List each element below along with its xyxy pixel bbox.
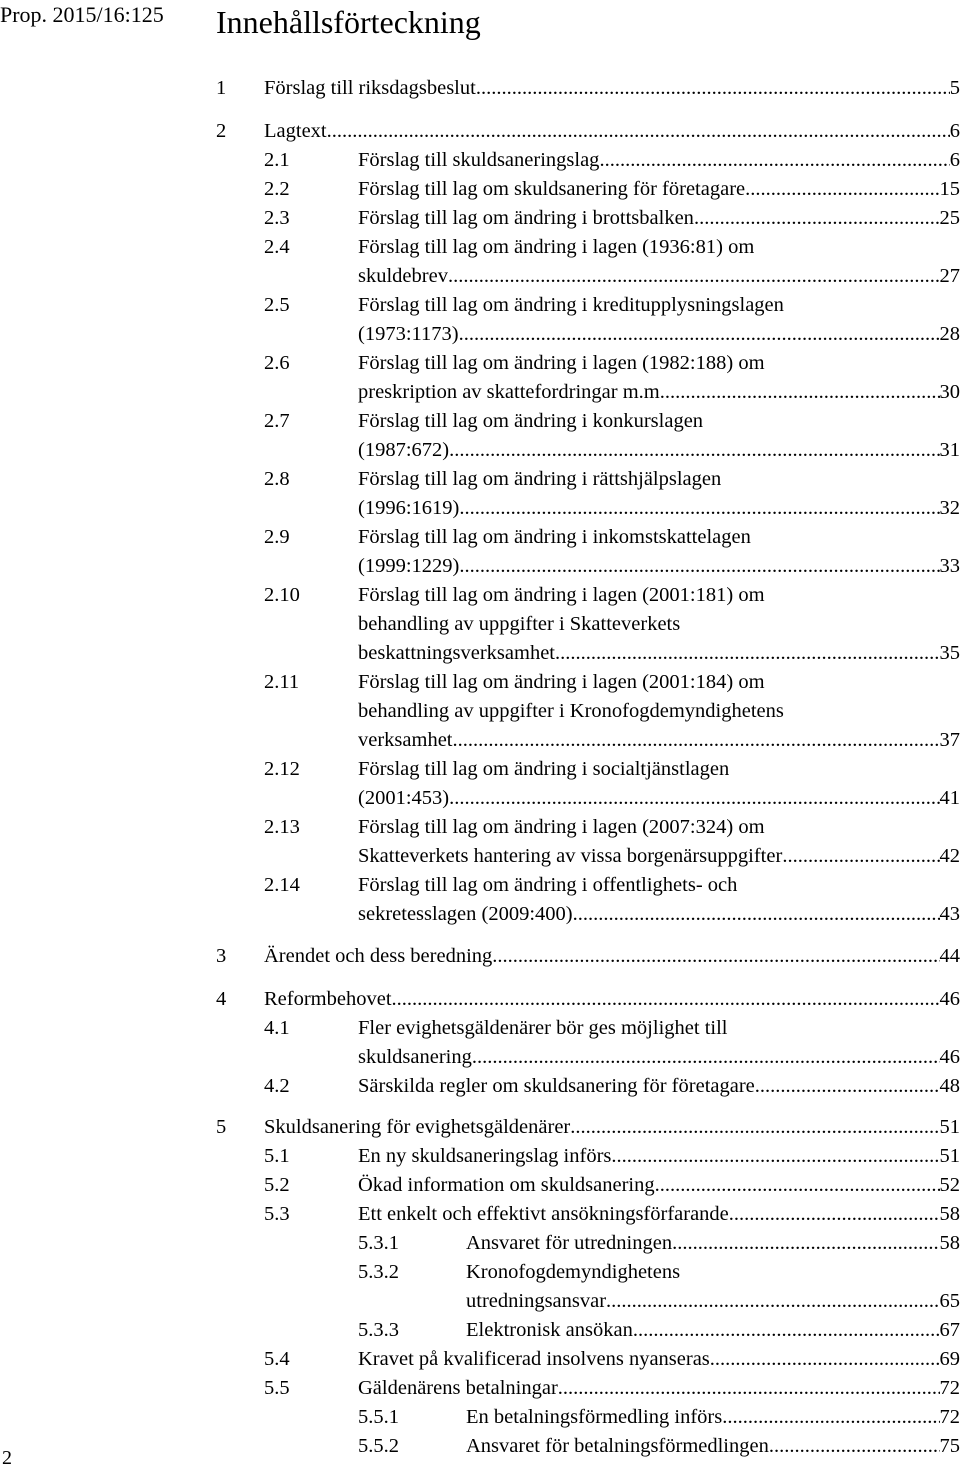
toc-title-line	[358, 1142, 960, 1171]
toc-number: 2.13	[264, 816, 300, 838]
toc-page-number: 31	[939, 439, 960, 461]
toc-number: 5.5	[264, 1377, 290, 1399]
toc-title-text: skuldsanering	[358, 1046, 472, 1068]
toc-title	[264, 74, 960, 103]
toc-title	[358, 668, 960, 755]
toc-page-number: 28	[939, 323, 960, 345]
toc-entry[interactable]	[264, 1374, 960, 1403]
toc-title-line	[358, 233, 960, 262]
toc-title-text: Förslag till lag om ändring i inkomstskattelagen	[358, 526, 751, 548]
toc-title-line	[358, 465, 960, 494]
dot-leader	[611, 1142, 939, 1171]
toc-title-text: Förslag till lag om ändring i lagen (2001:181) om	[358, 584, 765, 606]
toc-title-line	[358, 262, 960, 291]
toc-page-number: 42	[939, 845, 960, 867]
toc-title	[466, 1432, 960, 1461]
toc-title-line	[358, 204, 960, 233]
toc-title-line	[358, 436, 960, 465]
toc-title-line	[358, 610, 960, 639]
toc-title	[358, 1200, 960, 1229]
dot-leader	[769, 1432, 940, 1461]
dot-leader	[476, 74, 950, 103]
toc-title-line	[466, 1287, 960, 1316]
toc-title-line	[264, 1113, 960, 1142]
toc-number: 2.11	[264, 671, 300, 693]
toc-entry[interactable]	[264, 233, 960, 291]
toc-title	[358, 813, 960, 871]
toc-title	[358, 1171, 960, 1200]
toc-title-line	[358, 1374, 960, 1403]
toc-number: 2.4	[264, 236, 290, 258]
toc-title-text: sekretesslagen (2009:400)	[358, 903, 573, 925]
toc-entry[interactable]	[264, 175, 960, 204]
toc-title-line	[358, 871, 960, 900]
toc-title-text: En betalningsförmedling införs	[466, 1406, 723, 1428]
toc-entry[interactable]	[264, 204, 960, 233]
toc-title-text: Lagtext	[264, 120, 327, 142]
toc-title-text: verksamhet	[358, 729, 453, 751]
toc-title	[358, 175, 960, 204]
toc-title-text: (1987:672)	[358, 439, 450, 461]
toc-title	[358, 523, 960, 581]
toc-page-number: 6	[949, 120, 960, 142]
toc-title-text: Ansvaret för utredningen	[466, 1232, 673, 1254]
dot-leader	[448, 262, 940, 291]
toc-title-line	[358, 1171, 960, 1200]
toc-page-number: 58	[939, 1232, 960, 1254]
dot-leader	[722, 1403, 939, 1432]
toc-page-number: 72	[939, 1377, 960, 1399]
toc-title-text: (1996:1619)	[358, 497, 460, 519]
dot-leader	[745, 175, 939, 204]
toc-title-text: skuldebrev	[358, 265, 448, 287]
toc-title-line	[358, 581, 960, 610]
toc-number: 2.1	[264, 149, 290, 171]
toc-entry[interactable]	[264, 465, 960, 523]
dot-leader	[558, 1374, 940, 1403]
toc-title-text: Elektronisk ansökan	[466, 1319, 633, 1341]
toc-entry[interactable]	[264, 1200, 960, 1229]
toc-page-number: 46	[939, 988, 960, 1010]
toc-entry[interactable]	[264, 871, 960, 929]
toc-title-text: (2001:453)	[358, 787, 450, 809]
toc-title-line	[358, 900, 960, 929]
dot-leader	[694, 204, 940, 233]
dot-leader	[472, 1043, 940, 1072]
toc-title-line	[358, 1200, 960, 1229]
toc-title-line	[358, 1072, 960, 1101]
dot-leader	[606, 1287, 939, 1316]
toc-entry[interactable]	[216, 985, 960, 1014]
dot-leader	[453, 726, 940, 755]
toc-title-text: (1973:1173)	[358, 323, 459, 345]
toc-title	[264, 117, 960, 146]
toc-title-line	[358, 1014, 960, 1043]
toc-title-line	[466, 1258, 960, 1287]
toc-entry[interactable]	[264, 349, 960, 407]
toc-title	[264, 942, 960, 971]
toc-title-text: (1999:1229)	[358, 555, 460, 577]
toc-number: 5.5.2	[358, 1435, 399, 1457]
toc-title	[466, 1316, 960, 1345]
page-number: 2	[2, 1447, 12, 1469]
toc-entry[interactable]	[264, 1142, 960, 1171]
toc-title-text: Förslag till lag om skuldsanering för företagare	[358, 178, 746, 200]
toc-title-text: Förslag till lag om ändring i rättshjälpslagen	[358, 468, 722, 490]
toc-number: 2.5	[264, 294, 290, 316]
toc-title-text: behandling av uppgifter i Skatteverkets	[358, 613, 681, 635]
toc-title-line	[264, 117, 960, 146]
toc-page-number: 69	[939, 1348, 960, 1370]
toc-number: 5.1	[264, 1145, 290, 1167]
toc-entry[interactable]	[358, 1258, 960, 1316]
toc-title-text: Kravet på kvalificerad insolvens nyanseras	[358, 1348, 710, 1370]
toc-title-line	[358, 842, 960, 871]
toc-title-line	[358, 784, 960, 813]
toc-number: 5.5.1	[358, 1406, 399, 1428]
toc-number: 4	[216, 988, 227, 1010]
toc-number: 5.4	[264, 1348, 290, 1370]
toc-title-line	[358, 552, 960, 581]
toc-number: 5.3.1	[358, 1232, 399, 1254]
toc-title-text: Förslag till lag om ändring i lagen (2001:184) om	[358, 671, 765, 693]
dot-leader	[570, 1113, 939, 1142]
toc-title-text: Förslag till skuldsaneringslag	[358, 149, 600, 171]
toc-page-number: 52	[939, 1174, 960, 1196]
toc-title	[264, 1113, 960, 1142]
toc-entry[interactable]	[358, 1316, 960, 1345]
toc-title	[358, 755, 960, 813]
toc-page-number: 72	[939, 1406, 960, 1428]
toc-entry[interactable]	[358, 1403, 960, 1432]
dot-leader	[710, 1345, 940, 1374]
toc-title	[358, 1345, 960, 1374]
toc-title-text: Förslag till lag om ändring i konkurslagen	[358, 410, 704, 432]
toc-title	[358, 407, 960, 465]
toc-title	[358, 871, 960, 929]
toc-number: 4.2	[264, 1075, 290, 1097]
toc-title-text: Förslag till riksdagsbeslut	[264, 77, 476, 99]
toc-title-text: utredningsansvar	[466, 1290, 607, 1312]
toc-title-line	[466, 1316, 960, 1345]
toc-title-text: Ett enkelt och effektivt ansökningsförfarande	[358, 1203, 729, 1225]
toc-title	[264, 985, 960, 1014]
toc-entry[interactable]	[264, 755, 960, 813]
toc-page-number: 46	[939, 1046, 960, 1068]
toc-title-line	[358, 523, 960, 552]
toc-page-number: 35	[939, 642, 960, 664]
toc-title	[358, 1142, 960, 1171]
toc-number: 5.3.3	[358, 1319, 399, 1341]
dot-leader	[459, 494, 939, 523]
toc-entry[interactable]	[216, 942, 960, 971]
document-reference: Prop. 2015/16:125	[0, 2, 164, 27]
toc-title-line	[358, 755, 960, 784]
toc-entry[interactable]	[358, 1229, 960, 1258]
dot-leader	[459, 320, 940, 349]
toc-page-number: 25	[939, 207, 960, 229]
toc-number: 2.14	[264, 874, 300, 896]
toc-page-number: 41	[939, 787, 960, 809]
dot-leader	[327, 117, 950, 146]
toc-number: 3	[216, 945, 227, 967]
toc-title-line	[358, 1345, 960, 1374]
toc-entry[interactable]	[264, 1171, 960, 1200]
toc-title-text: Kronofogdemyndighetens	[466, 1261, 681, 1283]
toc-number: 2.2	[264, 178, 290, 200]
toc-title	[358, 291, 960, 349]
toc-title-line	[358, 407, 960, 436]
toc-title-text: Förslag till lag om ändring i lagen (1936:81) om	[358, 236, 755, 258]
toc-title-text: Ansvaret för betalningsförmedlingen	[466, 1435, 769, 1457]
toc-title	[466, 1229, 960, 1258]
toc-page-number: 48	[939, 1075, 960, 1097]
toc-title	[358, 146, 960, 175]
toc-page-number: 6	[949, 149, 960, 171]
toc-number: 2.8	[264, 468, 290, 490]
toc-title-text: Förslag till lag om ändring i brottsbalken	[358, 207, 694, 229]
toc-entry[interactable]	[264, 813, 960, 871]
toc-entry[interactable]	[216, 1113, 960, 1142]
toc-page-number: 67	[939, 1319, 960, 1341]
toc-title-line	[358, 175, 960, 204]
dot-leader	[555, 639, 940, 668]
toc-entry[interactable]	[358, 1432, 960, 1461]
dot-leader	[782, 842, 939, 871]
toc-page-number: 44	[939, 945, 960, 967]
toc-title-line	[466, 1403, 960, 1432]
toc-title-line	[358, 146, 960, 175]
toc-page-number: 5	[949, 77, 960, 99]
toc-title-line	[358, 494, 960, 523]
toc-entry[interactable]	[264, 291, 960, 349]
toc-number: 2.6	[264, 352, 290, 374]
toc-page-number: 58	[939, 1203, 960, 1225]
page-title: Innehållsförteckning	[216, 4, 481, 40]
toc-entry[interactable]	[264, 668, 960, 755]
toc-title-text: Skatteverkets hantering av vissa borgenärsuppgifter	[358, 845, 783, 867]
toc-title	[358, 1014, 960, 1072]
toc-title-line	[264, 942, 960, 971]
toc-title	[358, 1374, 960, 1403]
dot-leader	[449, 436, 939, 465]
toc-title-text: Förslag till lag om ändring i socialtjänstlagen	[358, 758, 730, 780]
toc-title-line	[358, 349, 960, 378]
toc-title-text: preskription av skattefordringar m.m.	[358, 381, 665, 403]
toc-number: 2.12	[264, 758, 300, 780]
toc-title-line	[358, 697, 960, 726]
toc-title-text: Ökad information om skuldsanering	[358, 1174, 655, 1196]
toc-entry[interactable]	[264, 523, 960, 581]
toc-entry[interactable]	[216, 74, 960, 103]
toc-number: 4.1	[264, 1017, 290, 1039]
toc-number: 5	[216, 1116, 227, 1138]
toc-title-line	[358, 291, 960, 320]
toc-number: 5.3.2	[358, 1261, 399, 1283]
toc-title-line	[358, 320, 960, 349]
toc-number: 5.3	[264, 1203, 290, 1225]
toc-entry[interactable]	[216, 117, 960, 146]
toc-page-number: 32	[939, 497, 960, 519]
toc-title	[358, 349, 960, 407]
toc-title-text: Förslag till lag om ändring i kreditupplysningslagen	[358, 294, 784, 316]
toc-entry[interactable]	[264, 407, 960, 465]
toc-title	[358, 204, 960, 233]
toc-title-text: Förslag till lag om ändring i lagen (1982:188) om	[358, 352, 765, 374]
toc-entry[interactable]	[264, 1345, 960, 1374]
toc-title-line	[264, 985, 960, 1014]
toc-number: 1	[216, 77, 227, 99]
toc-title	[358, 1072, 960, 1101]
dot-leader	[633, 1316, 940, 1345]
toc-entry[interactable]	[264, 1072, 960, 1101]
toc-page-number: 27	[939, 265, 960, 287]
dot-leader	[755, 1072, 940, 1101]
toc-page-number: 65	[939, 1290, 960, 1312]
toc-title-text: Reformbehovet	[264, 988, 392, 1010]
toc-title-text: Särskilda regler om skuldsanering för företagare	[358, 1075, 755, 1097]
toc-title-text: Förslag till lag om ändring i lagen (2007:324) om	[358, 816, 765, 838]
dot-leader	[729, 1200, 940, 1229]
toc-title	[358, 581, 960, 668]
dot-leader	[655, 1171, 940, 1200]
toc-title-line	[358, 639, 960, 668]
toc-title-line	[358, 668, 960, 697]
toc-title-line	[466, 1432, 960, 1461]
toc-title-text: Förslag till lag om ändring i offentlighets- och	[358, 874, 738, 896]
toc-title-text: beskattningsverksamhet	[358, 642, 555, 664]
toc-title-text: Fler evighetsgäldenärer bör ges möjlighet till	[358, 1017, 728, 1039]
toc-title-text: En ny skuldsaneringslag införs	[358, 1145, 612, 1167]
toc-title-line	[358, 726, 960, 755]
toc-page-number: 15	[939, 178, 960, 200]
dot-leader	[573, 900, 940, 929]
toc-number: 2.10	[264, 584, 300, 606]
toc-page-number: 33	[939, 555, 960, 577]
toc-page-number: 37	[939, 729, 960, 751]
toc-page-number: 43	[939, 903, 960, 925]
toc-title	[466, 1403, 960, 1432]
toc-number: 2.7	[264, 410, 290, 432]
toc-title-line	[264, 74, 960, 103]
dot-leader	[599, 146, 949, 175]
toc-entry[interactable]	[264, 1014, 960, 1072]
toc-title-line	[358, 1043, 960, 1072]
dot-leader	[492, 942, 939, 971]
dot-leader	[672, 1229, 939, 1258]
toc-title	[466, 1258, 960, 1316]
toc-title	[358, 465, 960, 523]
toc-entry[interactable]	[264, 146, 960, 175]
toc-entry[interactable]	[264, 581, 960, 668]
dot-leader	[665, 378, 940, 407]
toc-title-line	[466, 1229, 960, 1258]
toc-title-text: behandling av uppgifter i Kronofogdemyndighetens	[358, 700, 784, 722]
toc-number: 2.9	[264, 526, 290, 548]
toc-title-text: Ärendet och dess beredning	[264, 945, 493, 967]
toc-page-number: 30	[939, 381, 960, 403]
toc-number: 2.3	[264, 207, 290, 229]
dot-leader	[449, 784, 939, 813]
toc-number: 5.2	[264, 1174, 290, 1196]
toc-title-text: Gäldenärens betalningar	[358, 1377, 558, 1399]
toc-title-line	[358, 378, 960, 407]
toc-title-line	[358, 813, 960, 842]
toc-page-number: 51	[939, 1145, 960, 1167]
toc-page-number: 51	[939, 1116, 960, 1138]
dot-leader	[459, 552, 939, 581]
dot-leader	[392, 985, 940, 1014]
toc-title	[358, 233, 960, 291]
toc-title-text: Skuldsanering för evighetsgäldenärer	[264, 1116, 571, 1138]
toc-number: 2	[216, 120, 227, 142]
toc-page-number: 75	[939, 1435, 960, 1457]
